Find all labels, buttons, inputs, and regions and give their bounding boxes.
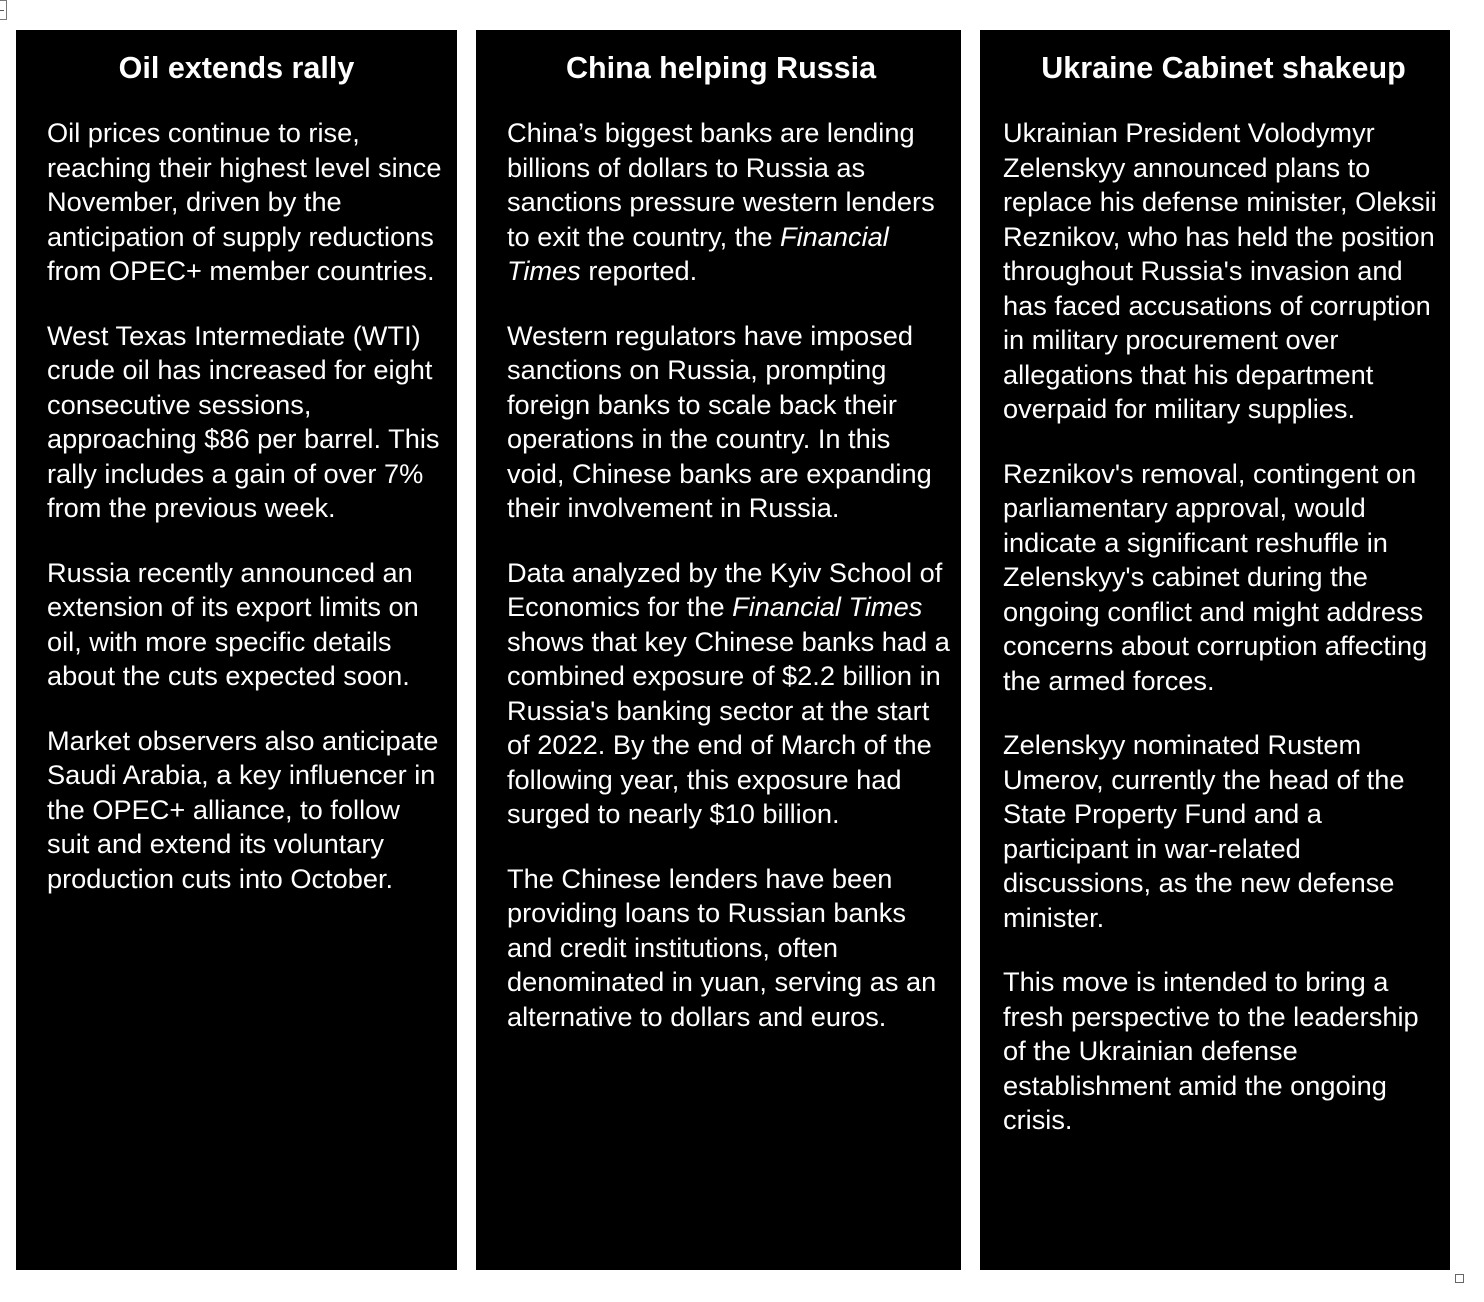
news-column-ukraine <box>980 30 1450 1270</box>
publication-name: Financial Times <box>507 220 889 286</box>
paragraph-text: Zelenskyy nominated Rustem Umerov, currently the head of the State Property Fund and a participant in war-related discussions, as the new defense minister. <box>1003 729 1405 933</box>
paragraph-text: Reznikov's removal, contingent on parliamentary approval, would indicate a significant reshuffle in Zelenskyy's cabinet during the ongoing conflict and might address concerns about corruption affecting the armed forces. <box>1003 457 1428 696</box>
paragraph-text: reported. <box>580 255 698 286</box>
article-paragraph <box>507 862 953 1035</box>
paragraph-text: Ukrainian President Volodymyr Zelenskyy announced plans to replace his defense minister, Oleksii Reznikov, who has held the position throughout Russia's invasion and has faced accusations of corruption in military procurement over allegations that his department overpaid for military supplies. <box>1003 117 1437 424</box>
window-corner-icon <box>0 0 7 20</box>
article-paragraph <box>47 724 449 897</box>
article-paragraph <box>507 116 953 289</box>
paragraph-text: shows that key Chinese banks had a combined exposure of $2.2 billion in Russia's banking sector at the start of 2022. By the end of March of the following year, this exposure had surged to nearly $10 billion. <box>507 625 950 829</box>
paragraph-text: West Texas Intermediate (WTI) crude oil has increased for eight consecutive sessions, approaching $86 per barrel. This rally includes a gain of over 7% from the previous week. <box>47 319 440 523</box>
article-paragraph <box>507 556 953 832</box>
column-title: China helping Russia <box>565 51 877 85</box>
paragraph-text: This move is intended to bring a fresh perspective to the leadership of the Ukrainian defense establishment amid the ongoing crisis. <box>1003 966 1419 1135</box>
news-column-oil <box>16 30 457 1270</box>
paragraph-text: Oil prices continue to rise, reaching their highest level since November, driven by the anticipation of supply reductions from OPEC+ member countries. <box>47 117 442 286</box>
paragraph-text: Data analyzed by the Kyiv School of Economics for the <box>507 556 943 622</box>
paragraph-text: Western regulators have imposed sanctions on Russia, prompting foreign banks to scale back their operations in the country. In this void, Chinese banks are expanding their involvement in Russia. <box>507 319 932 523</box>
article-paragraph <box>1003 457 1444 699</box>
paragraph-text: China’s biggest banks are lending billions of dollars to Russia as sanctions pressure western lenders to exit the country, the <box>507 117 935 252</box>
paragraph-text: The Chinese lenders have been providing loans to Russian banks and credit institutions, often denominated in yuan, serving as an alternative to dollars and euros. <box>507 862 937 1032</box>
article-paragraph <box>47 116 449 289</box>
paragraph-text: Market observers also anticipate Saudi Arabia, a key influencer in the OPEC+ alliance, to follow suit and extend its voluntary production cuts into October. <box>47 724 439 894</box>
column-title: Ukraine Cabinet shakeup <box>1041 51 1406 85</box>
article-paragraph <box>507 319 953 526</box>
resize-handle-icon[interactable] <box>1455 1274 1464 1283</box>
column-title: Oil extends rally <box>118 51 355 85</box>
paragraph-text: Russia recently announced an extension of its export limits on oil, with more specific details about the cuts expected soon. <box>47 556 419 691</box>
article-paragraph <box>1003 116 1444 427</box>
news-column-china <box>476 30 961 1270</box>
article-paragraph <box>1003 728 1444 935</box>
article-paragraph <box>1003 965 1444 1138</box>
article-paragraph <box>47 556 449 694</box>
publication-name: Financial Times <box>732 591 923 622</box>
article-paragraph <box>47 319 449 526</box>
